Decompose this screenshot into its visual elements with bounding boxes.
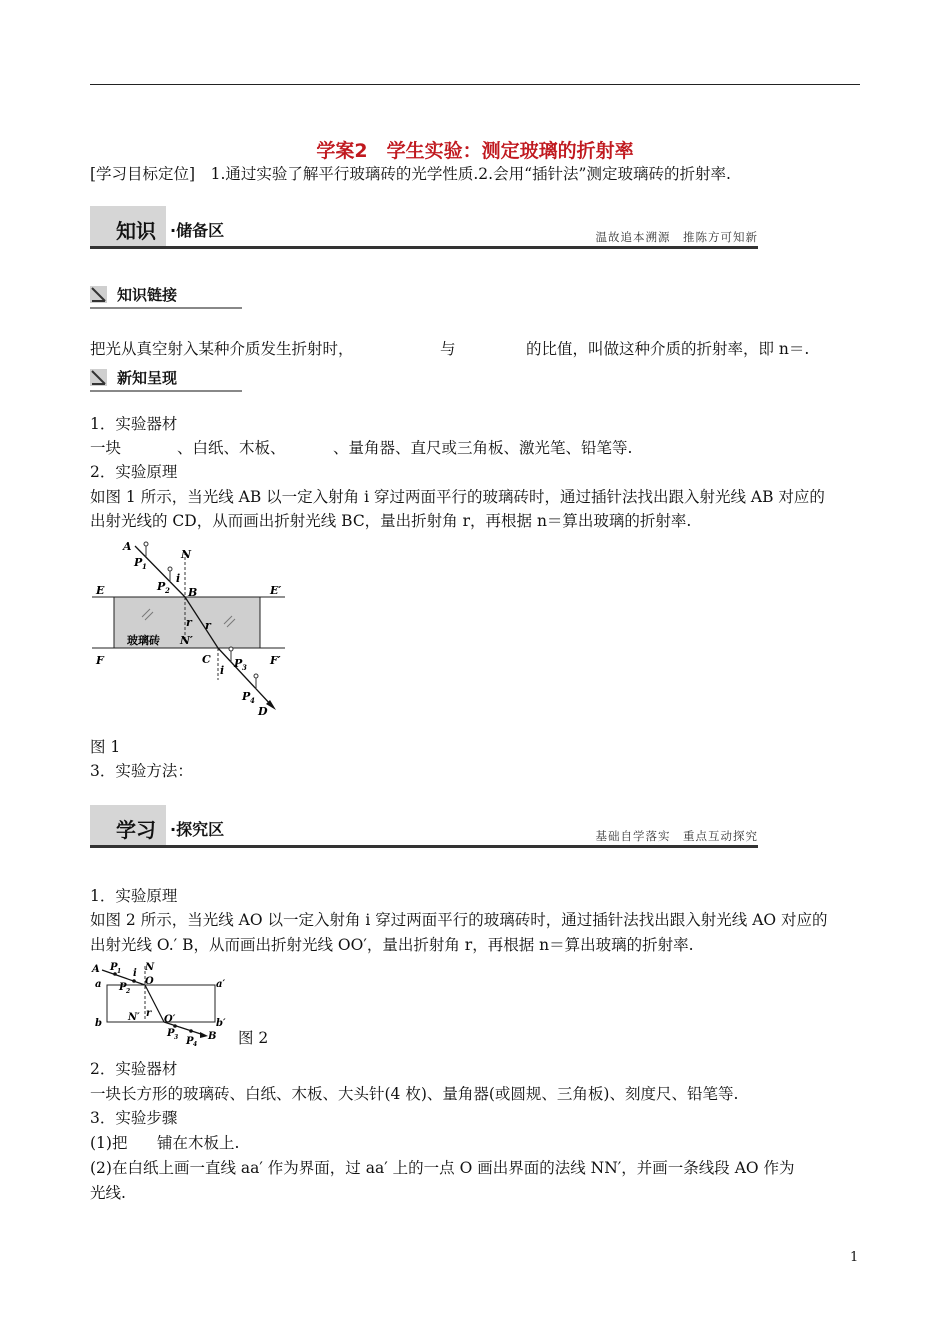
figure-label: O [145, 976, 154, 987]
step1-part2: 铺在木板上. [157, 1134, 240, 1152]
principle-text-line1: 如图 1 所示，当光线 AB 以一定入射角 i 穿过两面平行的玻璃砖时，通过插针法找出跟入射光线 AB 对应的 [90, 488, 825, 506]
figure-label: B [188, 586, 198, 599]
figure-label: B [208, 1031, 217, 1042]
banner-subtitle: ·储备区 [170, 221, 225, 240]
subhead-new-knowledge [90, 366, 242, 392]
banner-motto: 基础自学落实 重点互动探究 [595, 829, 758, 843]
figure-label: P [157, 580, 166, 593]
step2-line1: (2)在白纸上画一直线 aa′ 作为界面，过 aa′ 上的一点 O 画出界面的法线 NN′，并画一条线段 AO 作为 [90, 1159, 795, 1177]
banner-motto: 温故追本溯源 推陈方可知新 [595, 230, 758, 244]
figure-label: 玻璃砖 [127, 634, 160, 647]
figure-1-refraction-diagram [90, 538, 290, 722]
figure-label: A [92, 964, 100, 975]
figure-label: E′ [270, 584, 282, 597]
section-banner-knowledge [90, 206, 758, 250]
section-title: 1．实验原理 [90, 887, 178, 905]
figure-2-refraction-diagram [90, 960, 234, 1046]
banner-rule [90, 246, 758, 249]
figure-label: F′ [270, 654, 281, 667]
figure-label: P [234, 657, 243, 670]
section-title: 3．实验方法： [90, 762, 193, 780]
pin-p4-icon [254, 674, 258, 678]
figure-1-caption: 图 1 [90, 738, 121, 756]
figure-label: i [133, 968, 137, 979]
page-title: 学案2 学生实验：测定玻璃的折射率 [316, 140, 634, 162]
figure-label: 4 [193, 1041, 198, 1046]
figure-label: r [205, 619, 211, 632]
figure-label: N′ [128, 1012, 140, 1023]
principle-text-line2: 出射光线 O.′ B，从而画出折射光线 OO′，量出折射角 r，再根据 n＝算出玻璃的折射率. [90, 936, 694, 954]
section-title: 2．实验器材 [90, 1060, 178, 1078]
figure-label: 2 [126, 988, 131, 995]
learning-objectives: [学习目标定位] 1.通过实验了解平行玻璃砖的光学性质.2.会用“插针法”测定玻璃砖的折射率. [90, 165, 731, 183]
figure-2-caption: 图 2 [238, 1029, 269, 1047]
section-title: 1．实验器材 [90, 415, 178, 433]
figure-label: E [96, 584, 105, 597]
materials-text: 一块长方形的玻璃砖、白纸、木板、大头针(4 枚)、量角器(或圆规、三角板)、刻度尺、铅笔等. [90, 1085, 739, 1103]
materials-part3: 、量角器、直尺或三角板、激光笔、铅笔等. [333, 439, 633, 457]
link-text-part3: 的比值，叫做这种介质的折射率，即 n＝. [526, 340, 810, 358]
figure-label: i [176, 572, 181, 585]
figure-label: F [96, 654, 104, 667]
section-title: 2．实验原理 [90, 463, 178, 481]
figure-label: 4 [250, 696, 255, 705]
step1-part1: (1)把 [90, 1134, 128, 1152]
pin-p1-icon [144, 542, 148, 546]
figure-label: a [95, 979, 102, 990]
banner-title: 学习 [116, 818, 156, 842]
figure-label: N [145, 962, 155, 973]
figure-label: 3 [174, 1034, 179, 1041]
subhead-marker-icon [90, 286, 107, 303]
figure-label: b [95, 1018, 102, 1029]
figure-label: P [119, 982, 127, 993]
figure-label: i [220, 664, 225, 677]
banner-rule [90, 845, 758, 848]
page-number: 1 [850, 1250, 859, 1265]
pin-p2-icon [168, 567, 172, 571]
subhead-marker-icon [90, 369, 107, 386]
pin-p3-icon [229, 647, 233, 651]
pin-p4-icon [189, 1029, 193, 1033]
figure-label: r [186, 616, 192, 629]
materials-part2: 、白纸、木板、 [177, 439, 286, 457]
subhead-label: 知识链接 [117, 286, 178, 304]
link-text-part2: 与 [440, 340, 456, 358]
figure-label: P [167, 1028, 175, 1039]
link-text-part1: 把光从真空射入某种介质发生折射时， [90, 340, 354, 358]
figure-label: P [242, 690, 251, 703]
section-banner-study [90, 805, 758, 849]
banner-subtitle: ·探究区 [170, 820, 225, 839]
figure-label: D [258, 705, 268, 718]
figure-label: P [186, 1036, 194, 1046]
subhead-knowledge-link [90, 283, 242, 309]
subhead-label: 新知呈现 [117, 369, 178, 387]
materials-part1: 一块 [90, 439, 122, 457]
arrow-icon [200, 1032, 208, 1038]
figure-label: C [202, 653, 211, 666]
figure-label: a′ [216, 979, 226, 990]
figure-label: N′ [180, 634, 193, 647]
figure-label: P [134, 556, 143, 569]
figure-label: O′ [164, 1014, 176, 1025]
principle-text-line1: 如图 2 所示，当光线 AO 以一定入射角 i 穿过两面平行的玻璃砖时，通过插针法找出跟入射光线 AO 对应的 [90, 911, 828, 929]
figure-label: 1 [142, 562, 147, 571]
figure-label: A [123, 540, 132, 553]
principle-text-line2: 出射光线的 CD，从而画出折射光线 BC，量出折射角 r，再根据 n＝算出玻璃的折射率. [90, 512, 692, 530]
banner-title: 知识 [116, 219, 156, 243]
figure-label: b′ [216, 1018, 226, 1029]
pin-p2-icon [132, 979, 136, 983]
header-rule [90, 84, 860, 85]
figure-label: 1 [117, 968, 122, 975]
figure-label: N [181, 548, 192, 561]
step2-line2: 光线. [90, 1184, 126, 1202]
figure-label: 2 [165, 586, 170, 595]
figure-label: 3 [242, 663, 247, 672]
figure-label: P [110, 962, 118, 973]
figure-label: r [146, 1008, 152, 1019]
section-title: 3．实验步骤 [90, 1109, 178, 1127]
